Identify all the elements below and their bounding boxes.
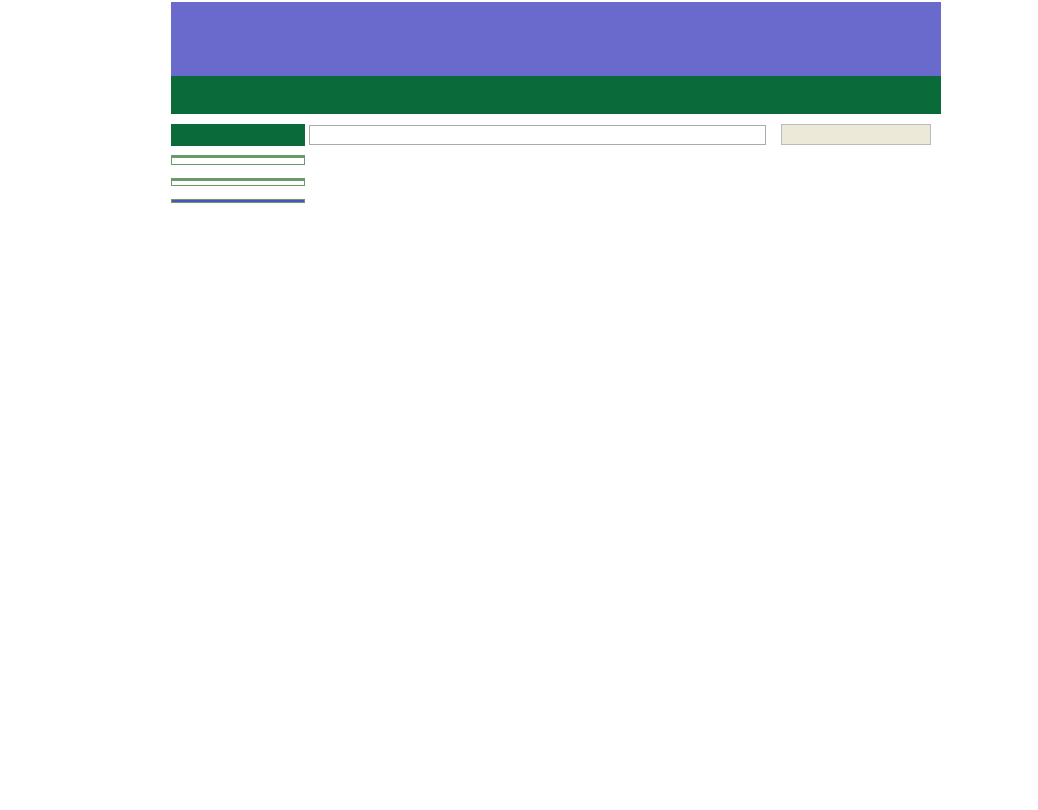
writers-index-box: [171, 155, 305, 165]
top10-box: [171, 178, 305, 186]
new-bios-box: [171, 199, 305, 203]
search-input[interactable]: [309, 125, 766, 145]
sidebar: [171, 155, 305, 216]
main-navigation: [171, 76, 941, 114]
search-label: [171, 124, 305, 146]
new-bios-title: [172, 200, 304, 202]
search-bar: [171, 124, 941, 148]
search-button[interactable]: [781, 124, 931, 145]
site-header: [171, 2, 941, 76]
alphabet-index: [172, 158, 304, 164]
top10-list: [172, 181, 304, 185]
page-wrapper: [171, 0, 941, 114]
